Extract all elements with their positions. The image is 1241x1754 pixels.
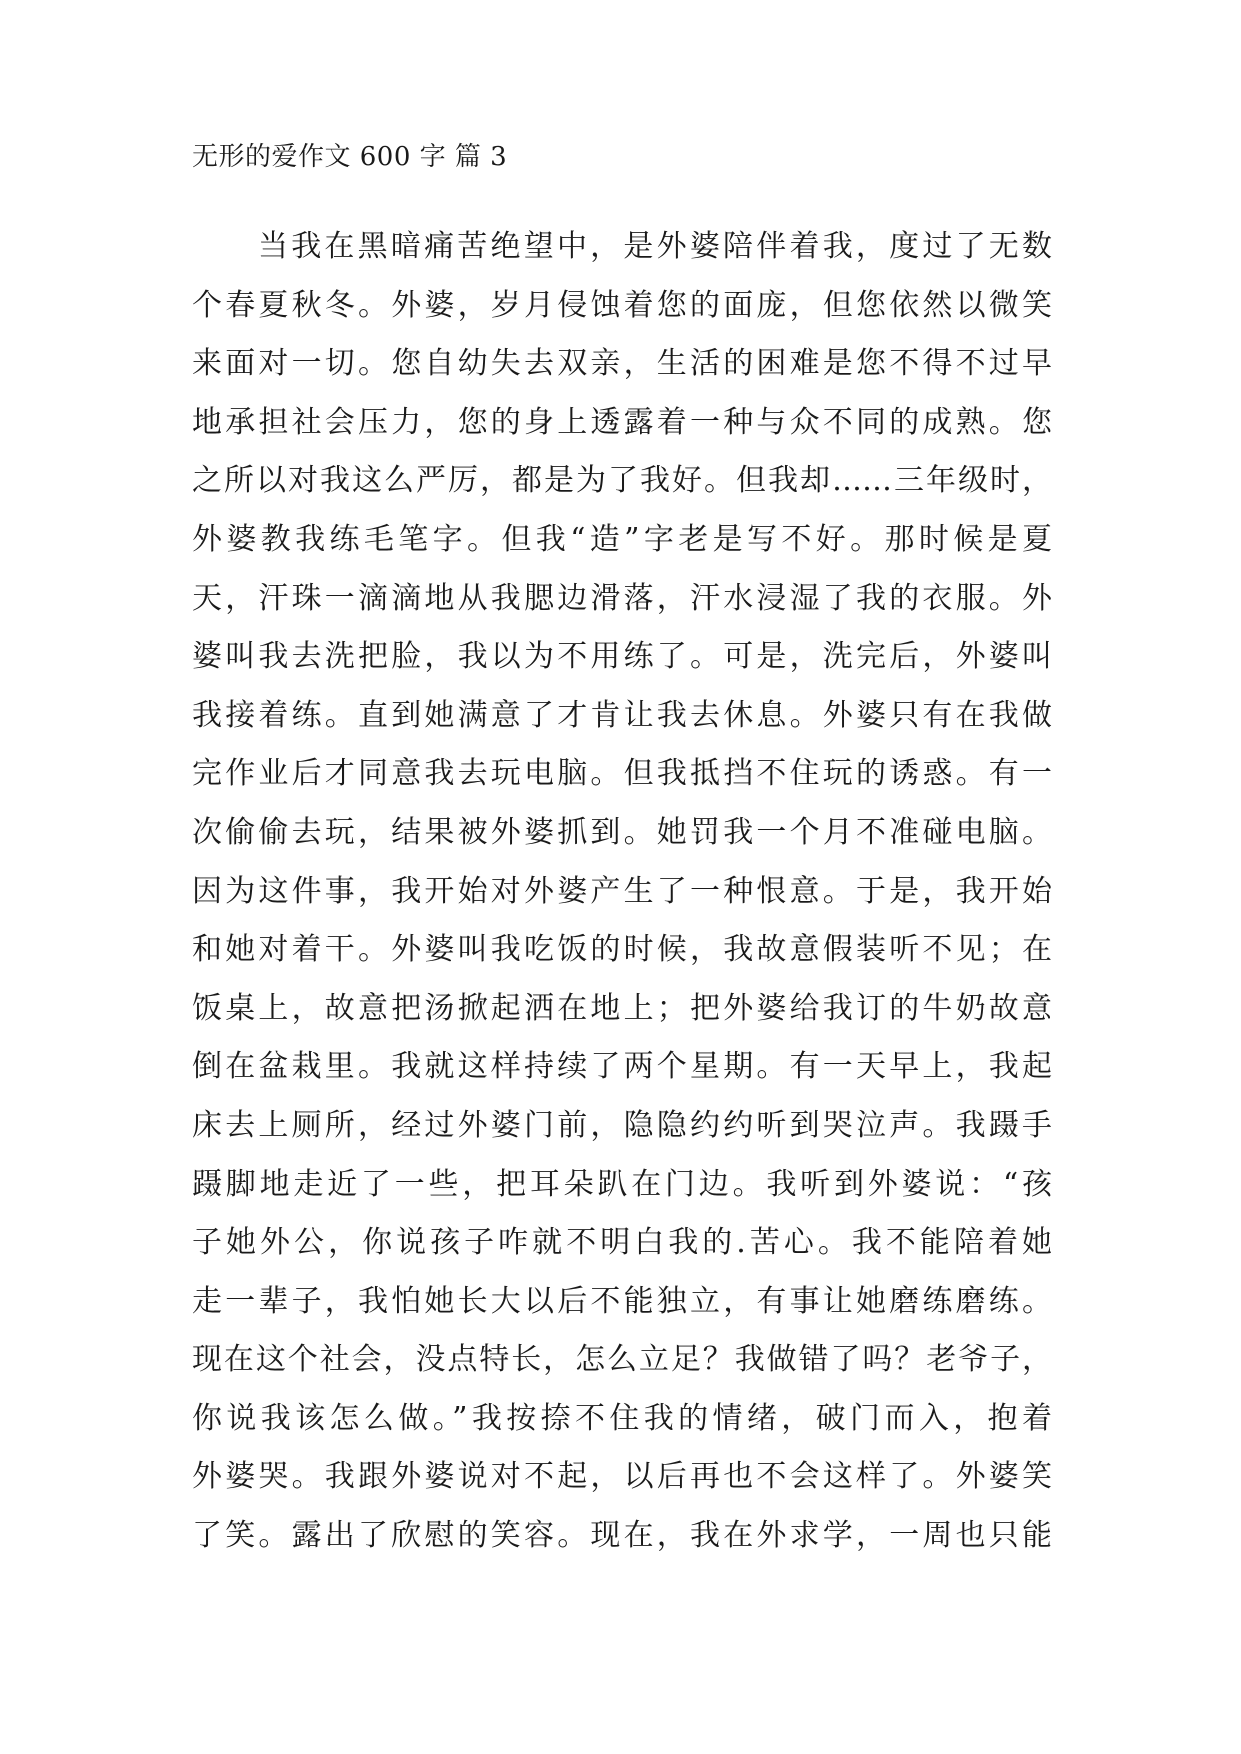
text-line: 地承担社会压力，您的身上透露着一种与众不同的成熟。您 — [192, 404, 1052, 440]
text-line: 外婆教我练毛笔字。但我“造”字老是写不好。那时候是夏 — [192, 521, 1052, 557]
text-line: 走一辈子，我怕她长大以后不能独立，有事让她磨练磨练。 — [192, 1283, 1052, 1319]
text-line: 婆叫我去洗把脸，我以为不用练了。可是，洗完后，外婆叫 — [192, 639, 1052, 675]
text-line: 倒在盆栽里。我就这样持续了两个星期。有一天早上，我起 — [192, 1049, 1052, 1085]
text-line: 次偷偷去玩，结果被外婆抓到。她罚我一个月不准碰电脑。 — [192, 814, 1052, 850]
text-line: 天，汗珠一滴滴地从我腮边滑落，汗水浸湿了我的衣服。外 — [192, 580, 1052, 616]
text-line: 你说我该怎么做。”我按捺不住我的情绪，破门而入，抱着 — [192, 1400, 1052, 1436]
document-title: 无形的爱作文 600 字 篇 3 — [192, 142, 508, 172]
text-line: 之所以对我这么严厉，都是为了我好。但我却……三年级时， — [192, 463, 1052, 499]
text-line: 个春夏秋冬。外婆，岁月侵蚀着您的面庞，但您依然以微笑 — [192, 287, 1052, 323]
text-line: 现在这个社会，没点特长，怎么立足？我做错了吗？老爷子， — [192, 1342, 1052, 1378]
text-line: 外婆哭。我跟外婆说对不起，以后再也不会这样了。外婆笑 — [192, 1459, 1052, 1495]
text-line: 饭桌上，故意把汤掀起洒在地上；把外婆给我订的牛奶故意 — [192, 990, 1052, 1026]
text-line: 了笑。露出了欣慰的笑容。现在，我在外求学，一周也只能 — [192, 1518, 1052, 1554]
text-line: 我接着练。直到她满意了才肯让我去休息。外婆只有在我做 — [192, 697, 1052, 733]
text-line: 来面对一切。您自幼失去双亲，生活的困难是您不得不过早 — [192, 346, 1052, 382]
text-line: 子她外公，你说孩子咋就不明白我的.苦心。我不能陪着她 — [192, 1225, 1052, 1261]
text-line: 蹑脚地走近了一些，把耳朵趴在门边。我听到外婆说：“孩 — [192, 1166, 1052, 1202]
essay-body — [192, 218, 1052, 1566]
text-line: 完作业后才同意我去玩电脑。但我抵挡不住玩的诱惑。有一 — [192, 756, 1052, 792]
text-line: 和她对着干。外婆叫我吃饭的时候，我故意假装听不见；在 — [192, 932, 1052, 968]
text-line: 因为这件事，我开始对外婆产生了一种恨意。于是，我开始 — [192, 873, 1052, 909]
text-line: 床去上厕所，经过外婆门前，隐隐约约听到哭泣声。我蹑手 — [192, 1107, 1052, 1143]
text-line: 当我在黑暗痛苦绝望中，是外婆陪伴着我，度过了无数 — [258, 229, 1052, 264]
